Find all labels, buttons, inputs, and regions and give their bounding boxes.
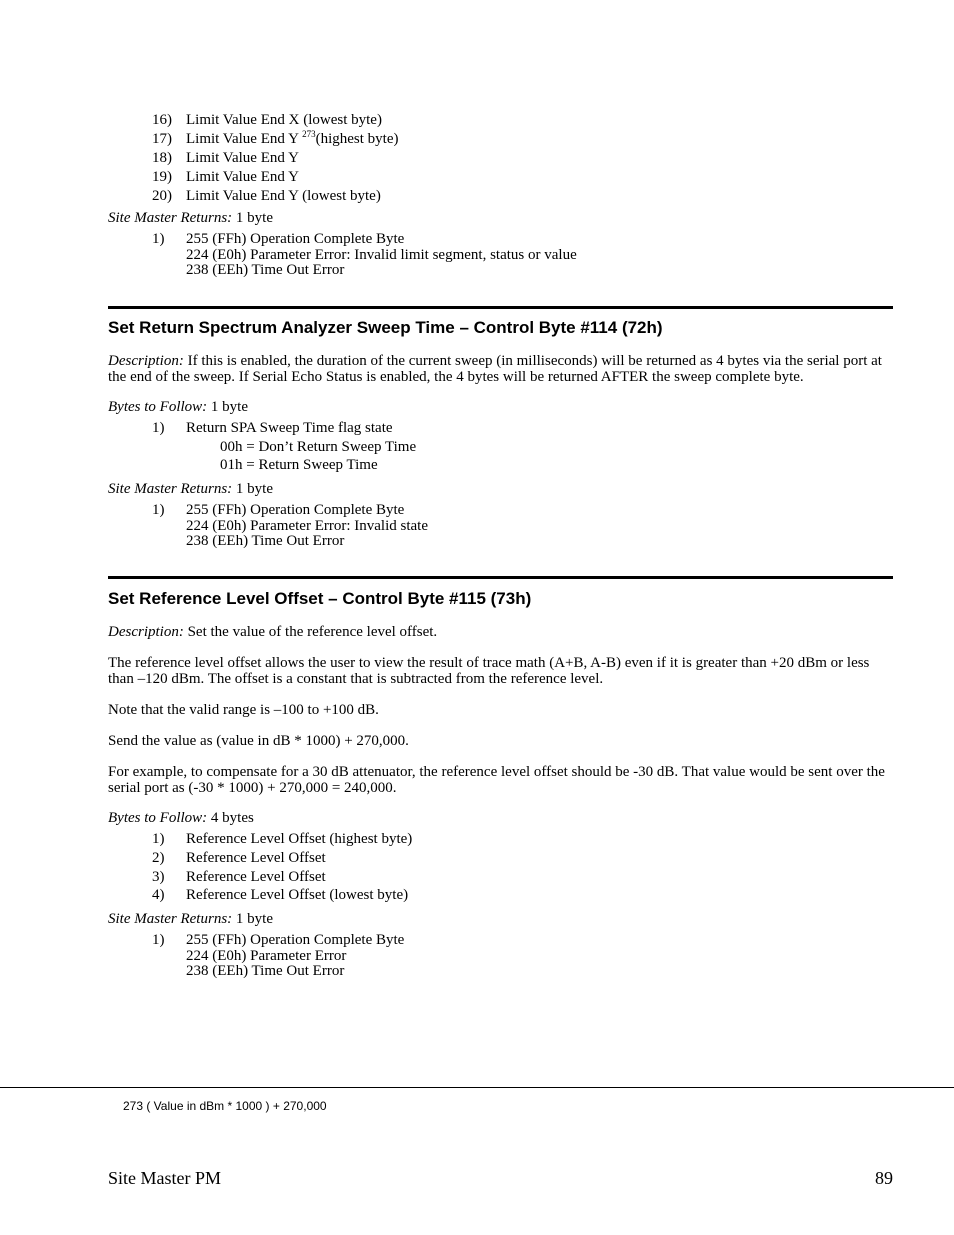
footnote-ref: 273 — [302, 129, 316, 139]
bytes-to-follow-115: Bytes to Follow: 4 bytes — [108, 810, 254, 826]
footnote: 273 ( Value in dBm * 1000 ) + 270,000 — [123, 1099, 327, 1113]
footnote-divider — [0, 1087, 954, 1088]
section-title-115: Set Reference Level Offset – Control Byte #115 (73h) — [108, 589, 532, 608]
description-114: Description: If this is enabled, the duration of the current sweep (in milliseconds) will be returned as 4 bytes via the serial port at the end of the sweep. If Serial Echo Status is enabled, the 4 bytes will be returned AFTER the sweep complete byte. — [108, 353, 882, 385]
list-item: 20) Limit Value End Y (lowest byte) — [152, 188, 381, 204]
footer-title: Site Master PM — [108, 1168, 222, 1188]
paragraph: Send the value as (value in dB * 1000) + 270,000. — [108, 733, 409, 749]
list-item: 17) Limit Value End Y $^{273}$(highest byte) — [152, 129, 399, 147]
section-divider — [108, 306, 893, 309]
list-item: 16) Limit Value End X (lowest byte) — [152, 112, 382, 128]
top-list — [0, 112, 954, 205]
paragraph: For example, to compensate for a 30 dB attenuator, the reference level offset should be -30 dB. That value would be sent over the serial port as (-30 * 1000) + 270,000 = 240,000. — [108, 764, 885, 796]
returns-115: Site Master Returns: 1 byte — [108, 911, 273, 927]
description-115: Description: Set the value of the reference level offset. — [108, 624, 438, 640]
top-returns-line: Site Master Returns: 1 byte — [108, 210, 273, 226]
paragraph: The reference level offset allows the user to view the result of trace math (A+B, A-B) even if it is greater than +20 dBm or less than –120 dBm. The offset is a constant that is subtracted from the reference level. — [108, 655, 870, 687]
list-item: 19) Limit Value End Y — [152, 169, 299, 185]
returns-114: Site Master Returns: 1 byte — [108, 481, 273, 497]
paragraph: Note that the valid range is –100 to +100 dB. — [108, 702, 379, 718]
bytes-to-follow-114: Bytes to Follow: 1 byte — [108, 399, 248, 415]
section-title-114: Set Return Spectrum Analyzer Sweep Time – Control Byte #114 (72h) — [108, 318, 663, 337]
page-number: 89 — [875, 1168, 893, 1188]
section-divider — [108, 576, 893, 579]
list-item: 18) Limit Value End Y — [152, 150, 299, 166]
